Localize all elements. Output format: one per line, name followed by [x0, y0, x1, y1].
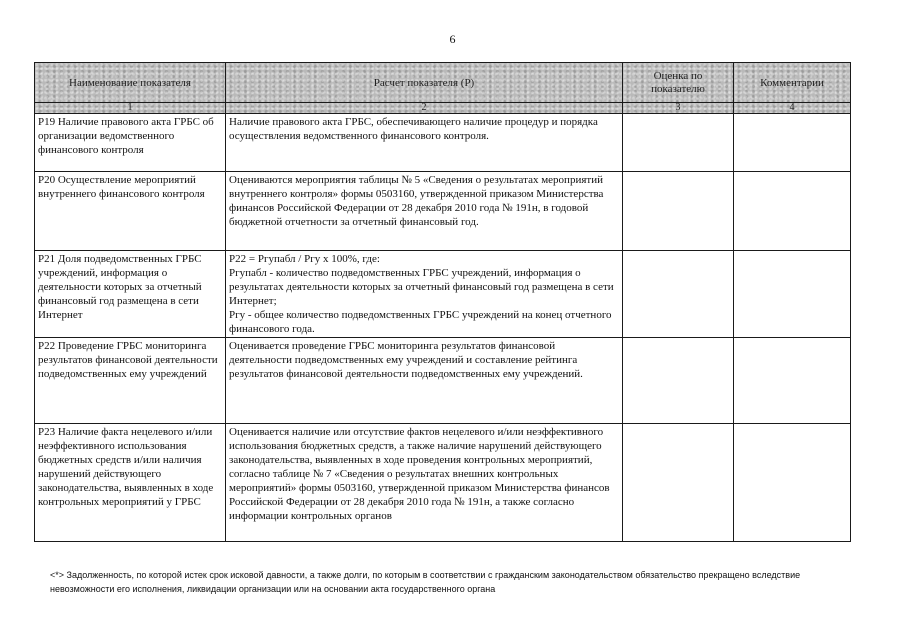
indicator-name: Р19 Наличие правового акта ГРБС об организации ведомственного финансового контроля — [35, 114, 226, 172]
table-row — [35, 251, 851, 338]
table-row — [35, 114, 851, 172]
indicator-name: Р22 Проведение ГРБС мониторинга результатов финансовой деятельности подведомственных ему учреждений — [35, 338, 226, 424]
indicator-score — [623, 172, 734, 251]
indicator-comment — [734, 114, 851, 172]
indicator-comment — [734, 424, 851, 542]
indicator-comment — [734, 338, 851, 424]
footnote: <*> Задолженность, по которой истек срок исковой давности, а также долги, по которым в соответствии с гражданским законодательством обязательство прекращено вследствие невозможности его исполнения, ликвидации организации или на основании акта государственного органа — [50, 570, 801, 594]
table-header-row — [35, 63, 851, 103]
table-row — [35, 338, 851, 424]
indicator-score — [623, 338, 734, 424]
indicator-name: Р23 Наличие факта нецелевого и/или неэффективного использования бюджетных средств и/или наличия нарушений действующего законодательства, выявленных в ходе контрольных мероприятий у ГРБС — [35, 424, 226, 542]
column-number: 3 — [623, 103, 734, 114]
indicators-table — [34, 62, 851, 542]
indicator-calculation — [226, 172, 623, 251]
table-row — [35, 172, 851, 251]
column-number-row — [35, 103, 851, 114]
table-row — [35, 424, 851, 542]
calculation-text: Ргу - общее количество подведомственных ГРБС учреждений на конец отчетного финансового года. — [229, 309, 612, 335]
indicator-name: Р20 Осуществление мероприятий внутреннего финансового контроля — [35, 172, 226, 251]
calculation-formula: Р22 = Ргупабл / Ргу х 100%, где: — [229, 253, 380, 265]
indicator-comment — [734, 172, 851, 251]
indicator-score — [623, 114, 734, 172]
calculation-text: Оцениваются мероприятия таблицы № 5 «Сведения о результатах мероприятий внутреннего контроля» формы 0503160, утвержденной приказом Министерства финансов Российской Федерации от 28 декабря 2010 года № 191н, в годовой бюджетной отчетности за отчетный финансовый год. — [229, 174, 604, 228]
indicator-score — [623, 251, 734, 338]
header-calculation: Расчет показателя (Р) — [226, 63, 623, 103]
column-number: 2 — [226, 103, 623, 114]
header-indicator-name: Наименование показателя — [35, 63, 226, 103]
column-number: 4 — [734, 103, 851, 114]
calculation-text: Оценивается проведение ГРБС мониторинга результатов финансовой деятельности подведомственных ему учреждений и составление рейтинга результатов финансовой деятельности подведомственных ему учреждений. — [229, 340, 583, 380]
calculation-text: Наличие правового акта ГРБС, обеспечивающего наличие процедур и порядка осуществления ведомственного финансового контроля. — [229, 116, 598, 142]
page-number: 6 — [449, 32, 456, 46]
indicator-calculation — [226, 424, 623, 542]
indicator-score — [623, 424, 734, 542]
indicator-comment — [734, 251, 851, 338]
column-number: 1 — [35, 103, 226, 114]
header-score: Оценка по показателю — [623, 63, 734, 103]
indicator-calculation — [226, 338, 623, 424]
calculation-text: Ргупабл - количество подведомственных ГРБС учреждений, информация о результатах деятельности которых за отчетный финансовый год размещена в сети Интернет; — [229, 267, 614, 307]
indicator-name: Р21 Доля подведомственных ГРБС учреждений, информация о деятельности которых за отчетный финансовый год размещена в сети Интернет — [35, 251, 226, 338]
calculation-text: Оценивается наличие или отсутствие фактов нецелевого и/или неэффективного использования бюджетных средств, а также наличие нарушений действующего законодательства, выявленных в ходе проведения контрольных мероприятий, согласно таблице № 7 «Сведения о результатах внешних контрольных мероприятий» формы 0503160, утвержденной приказом Министерства финансов Российской Федерации от 28 декабря 2010 года № 191н, а также согласно информации контрольных органов — [229, 426, 610, 522]
header-comments: Комментарии — [734, 63, 851, 103]
indicator-calculation — [226, 114, 623, 172]
indicator-calculation — [226, 251, 623, 338]
